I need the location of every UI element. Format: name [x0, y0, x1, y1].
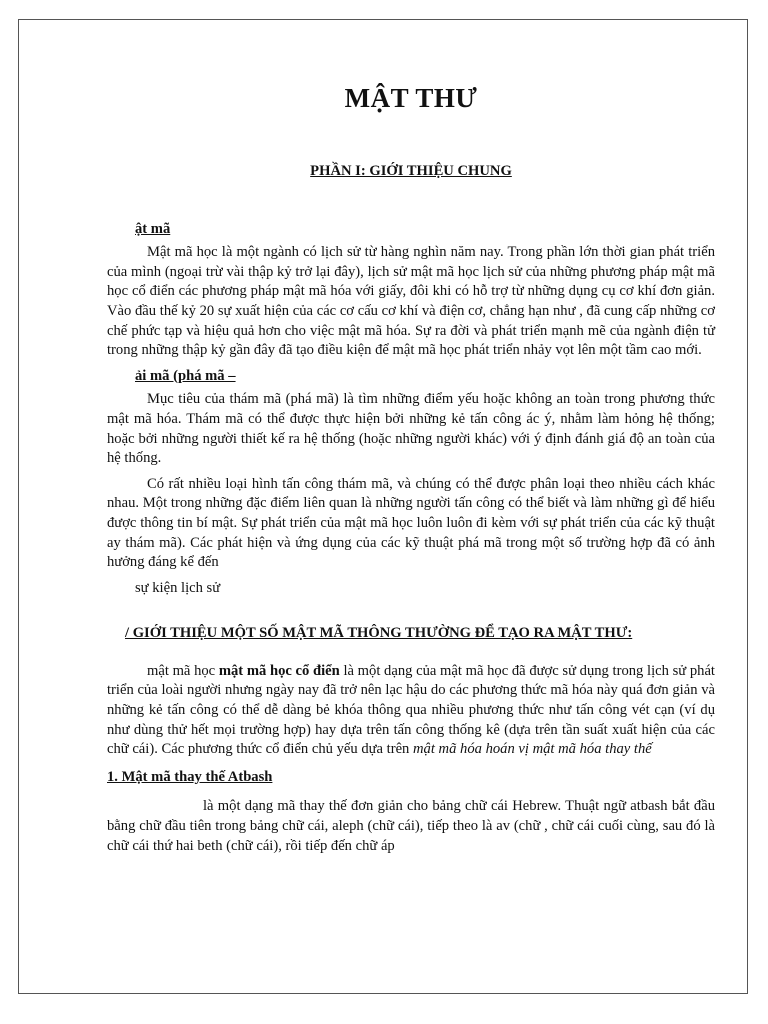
paragraph-mat-ma-intro: Mật mã học là một ngành có lịch sử từ hàng nghìn năm nay. Trong phần lớn thời gian phát triển của mình (ngoại trừ vài thập kỷ trở lại đây), lịch sử mật mã học lịch sử của những phương pháp mật mã học cổ điển các phương pháp mật mã hóa với giấy, đôi khi có hỗ trợ từ những dụng cụ cơ khí đơn giản. Vào đầu thế kỷ 20 sự xuất hiện của các cơ cấu cơ khí và điện cơ, chẳng hạn như , đã cung cấp những cơ chế phức tạp và hiệu quả hơn cho việc mật mã hóa. Sự ra đời và phát triển mạnh mẽ của ngành điện tử trong những thập kỷ gần đây đã tạo điều kiện để mật mã học phát triển nhảy vọt lên một tầm cao mới. — [107, 244, 715, 359]
page-frame — [18, 19, 748, 994]
paragraph-tham-ma-types-end: sự kiện lịch sử — [135, 579, 221, 596]
part-heading: PHẦN I: GIỚI THIỆU CHUNG — [310, 163, 512, 179]
section-heading-giai-ma — [107, 367, 715, 387]
paragraph-mat-ma-co-dien — [107, 662, 715, 760]
section-heading-gioi-thieu — [107, 624, 715, 644]
paragraph-atbash: là một dạng mã thay thế đơn giản cho bảng chữ cái Hebrew. Thuật ngữ atbash bắt đầu bằng chữ đầu tiên trong bảng chữ cái, aleph (chữ cái), tiếp theo là av (chữ , chữ cái cuối cùng, sau đó là chữ cái thứ hai beth (chữ cái), rồi tiếp đến chữ áp — [107, 798, 715, 854]
document-title: MẬT THƯ — [344, 83, 478, 113]
term-hoan-vi: mật mã hóa hoán vị — [413, 741, 529, 758]
section-heading-giai-ma-text: ải mã (phá mã – — [135, 367, 236, 384]
section-heading-gioi-thieu-text: / GIỚI THIỆU MỘT SỐ MẬT MÃ THÔNG THƯỜNG ĐỂ TẠO RA MẬT THƯ: — [125, 625, 633, 642]
document-body — [107, 82, 715, 862]
section-heading-mat-ma-text: ật mã — [135, 220, 171, 237]
section-heading-mat-ma — [107, 220, 715, 240]
paragraph-tham-ma-goal: Mục tiêu của thám mã (phá mã) là tìm những điểm yếu hoặc không an toàn trong phương thức mật mã hóa. Thám mã có thể được thực hiện bởi những kẻ tấn công ác ý, nhằm làm hỏng hệ thống; hoặc bởi những người thiết kế ra hệ thống (hoặc những người khác) với ý định đánh giá độ an toàn của hệ thống. — [107, 391, 715, 467]
subsection-heading-atbash: 1. Mật mã thay thế Atbash — [107, 768, 273, 785]
paragraph-tham-ma-types: Có rất nhiều loại hình tấn công thám mã, và chúng có thể được phân loại theo nhiều cách khác nhau. Một trong những đặc điểm liên quan là những người tấn công có thể biết và làm những gì để hiểu được thông tin bí mật. Sự phát triển của mật mã học luôn luôn đi kèm với sự phát triển của các kỹ thuật ay thám mã). Các phát hiện và ứng dụng của các kỹ thuật phá mã trong một số trường hợp đã có ảnh hưởng đáng kể đến — [107, 475, 715, 571]
paragraph-body: là một dạng của mật mã học đã được sử dụng trong lịch sử phát triển của loài người nhưng ngày nay đã trở nên lạc hậu do các phương thức mã hóa này quá đơn giản và những kẻ tấn công có thể dễ dàng bẻ khóa thông qua nhiều phương thức như tấn công vét cạn (ví dụ như dùng thử hết mọi trường hợp) hay dựa trên tấn công thống kê (dựa trên tần suất xuất hiện của các chữ cái). Các phương thức cổ điển chủ yếu dựa trên — [107, 662, 715, 758]
paragraph-lead: mật mã học — [147, 662, 216, 679]
term-thay-the: mật mã hóa thay thế — [532, 741, 652, 758]
term-mat-ma-co-dien: mật mã học cổ điển — [218, 662, 340, 679]
